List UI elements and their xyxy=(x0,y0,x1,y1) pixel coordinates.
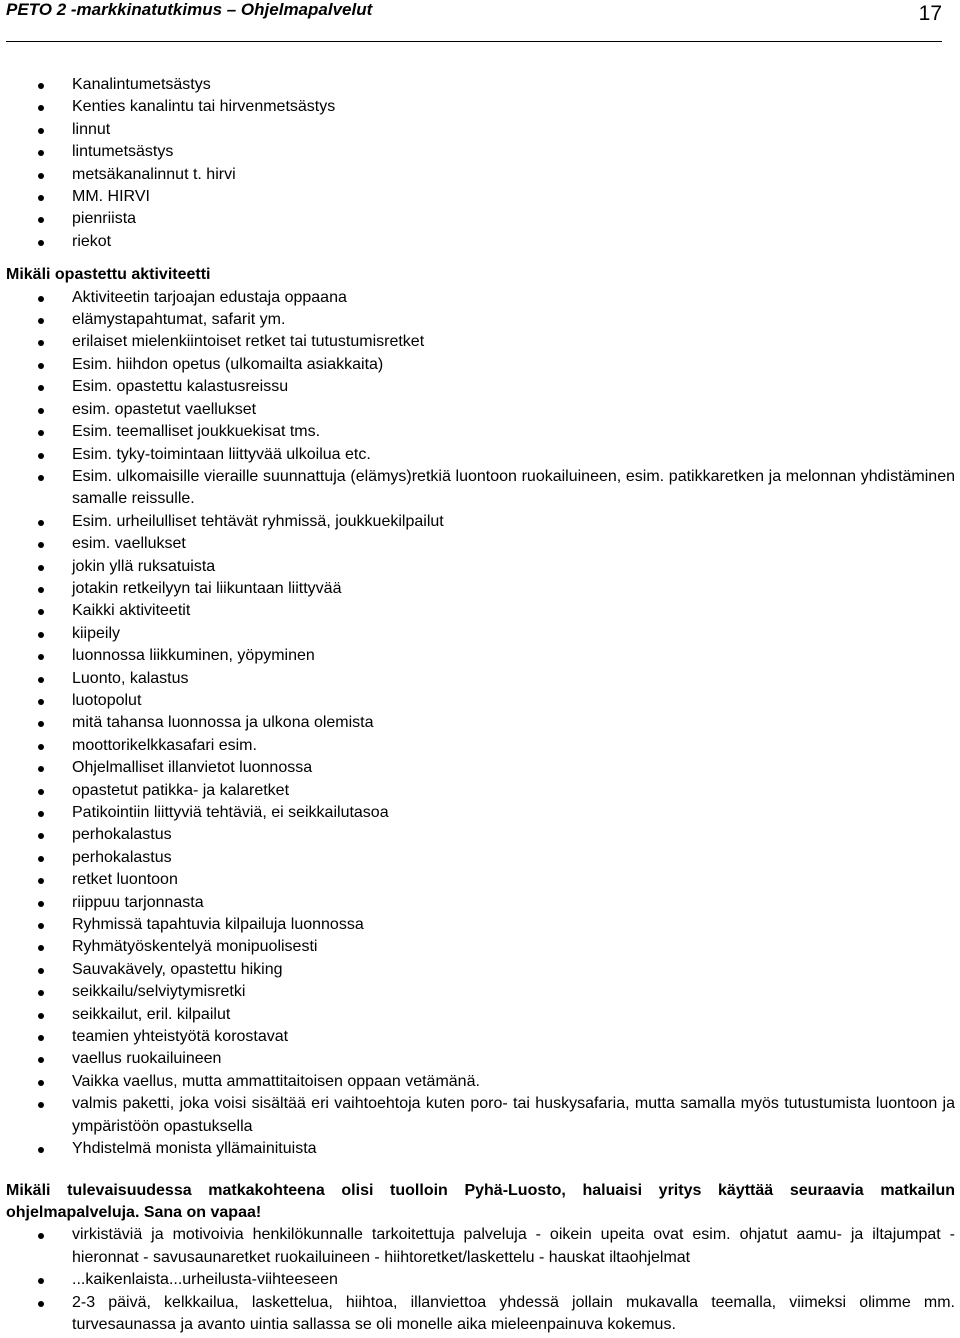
list-item: valmis paketti, joka voisi sisältää eri vaihtoehtoja kuten poro- tai huskysafaria, mutta samalla myös tutustumista luontoon ja ympäristöön opastuksella xyxy=(6,1093,955,1138)
list-item: jokin yllä ruksatuista xyxy=(6,556,955,578)
list-item: Patikointiin liittyviä tehtäviä, ei seikkailutasoa xyxy=(6,802,955,824)
list-item: luonnossa liikkuminen, yöpyminen xyxy=(6,645,955,667)
list-item: Esim. opastettu kalastusreissu xyxy=(6,376,955,398)
list-item: perhokalastus xyxy=(6,824,955,846)
list-item: vaellus ruokailuineen xyxy=(6,1048,955,1070)
list-item: Sauvakävely, opastettu hiking xyxy=(6,959,955,981)
list-item: esim. vaellukset xyxy=(6,533,955,555)
list-item: Ohjelmalliset illanvietot luonnossa xyxy=(6,757,955,779)
list-item: riekot xyxy=(6,231,955,253)
list-item: linnut xyxy=(6,119,955,141)
list-item: Yhdistelmä monista yllämainituista xyxy=(6,1138,955,1160)
list-item: Luonto, kalastus xyxy=(6,668,955,690)
list-item: moottorikelkkasafari esim. xyxy=(6,735,955,757)
list-item: seikkailut, eril. kilpailut xyxy=(6,1004,955,1026)
page-header xyxy=(6,0,942,42)
list-item: seikkailu/selviytymisretki xyxy=(6,981,955,1003)
list-item: kiipeily xyxy=(6,623,955,645)
list-item: Kenties kanalintu tai hirvenmetsästys xyxy=(6,96,955,118)
document-title: PETO 2 -markkinatutkimus – Ohjelmapalvelut xyxy=(6,0,373,19)
list-item: virkistäviä ja motivoivia henkilökunnalle tarkoitettuja palveluja - oikein upeita ovat esim. ohjatut aamu- ja iltajumpat - hieronnat - savusaunaretket ruokailuineen - hiihtoretket/laskettelu - hauskat iltaohjelmat xyxy=(6,1224,955,1269)
list-item: ...kaikenlaista...urheilusta-viihteeseen xyxy=(6,1269,955,1291)
list-item: Esim. teemalliset joukkuekisat tms. xyxy=(6,421,955,443)
list-item: elämystapahtumat, safarit ym. xyxy=(6,309,955,331)
list-item: Esim. hiihdon opetus (ulkomailta asiakkaita) xyxy=(6,354,955,376)
list-item: Ryhmissä tapahtuvia kilpailuja luonnossa xyxy=(6,914,955,936)
list-item: MM. HIRVI xyxy=(6,186,955,208)
list-item: Vaikka vaellus, mutta ammattitaitoisen oppaan vetämänä. xyxy=(6,1071,955,1093)
section-heading-guided-activity: Mikäli opastettu aktiviteetti xyxy=(6,266,211,284)
list-item: teamien yhteistyötä korostavat xyxy=(6,1026,955,1048)
list-item: Ryhmätyöskentelyä monipuolisesti xyxy=(6,936,955,958)
answer-list-hunting xyxy=(6,74,955,253)
list-item: riippuu tarjonnasta xyxy=(6,892,955,914)
list-item: Aktiviteetin tarjoajan edustaja oppaana xyxy=(6,287,955,309)
document-body xyxy=(6,74,955,1336)
list-item: opastetut patikka- ja kalaretket xyxy=(6,780,955,802)
list-item: jotakin retkeilyyn tai liikuntaan liittyvää xyxy=(6,578,955,600)
list-item: Esim. urheilulliset tehtävät ryhmissä, joukkuekilpailut xyxy=(6,511,955,533)
answer-list-pyha-luosto xyxy=(6,1224,955,1336)
survey-question: Mikäli tulevaisuudessa matkakohteena olisi tuolloin Pyhä-Luosto, haluaisi yritys käyttää seuraavia matkailun ohjelmapalveluja. Sana on vapaa! xyxy=(6,1181,955,1221)
list-item: perhokalastus xyxy=(6,847,955,869)
list-item: Esim. tyky-toimintaan liittyvää ulkoilua etc. xyxy=(6,444,955,466)
list-item: mitä tahansa luonnossa ja ulkona olemista xyxy=(6,712,955,734)
list-item: luotopolut xyxy=(6,690,955,712)
list-item: 2-3 päivä, kelkkailua, laskettelua, hiihtoa, illanviettoa yhdessä jollain mukavalla teemalla, viimeksi olimme mm. turvesaunassa ja avanto uintia sallassa se oli monelle aika mieleenpainuva kokemus. xyxy=(6,1292,955,1337)
list-item: erilaiset mielenkiintoiset retket tai tutustumisretket xyxy=(6,331,955,353)
list-item: Kaikki aktiviteetit xyxy=(6,600,955,622)
list-item: Esim. ulkomaisille vieraille suunnattuja (elämys)retkiä luontoon ruokailuineen, esim. patikkaretken ja melonnan yhdistäminen samalle reissulle. xyxy=(6,466,955,511)
list-item: retket luontoon xyxy=(6,869,955,891)
list-item: Kanalintumetsästys xyxy=(6,74,955,96)
page-number: 17 xyxy=(918,2,942,25)
list-item: metsäkanalinnut t. hirvi xyxy=(6,164,955,186)
answer-list-guided-activity xyxy=(6,287,955,1161)
list-item: pienriista xyxy=(6,208,955,230)
list-item: esim. opastetut vaellukset xyxy=(6,399,955,421)
list-item: lintumetsästys xyxy=(6,141,955,163)
